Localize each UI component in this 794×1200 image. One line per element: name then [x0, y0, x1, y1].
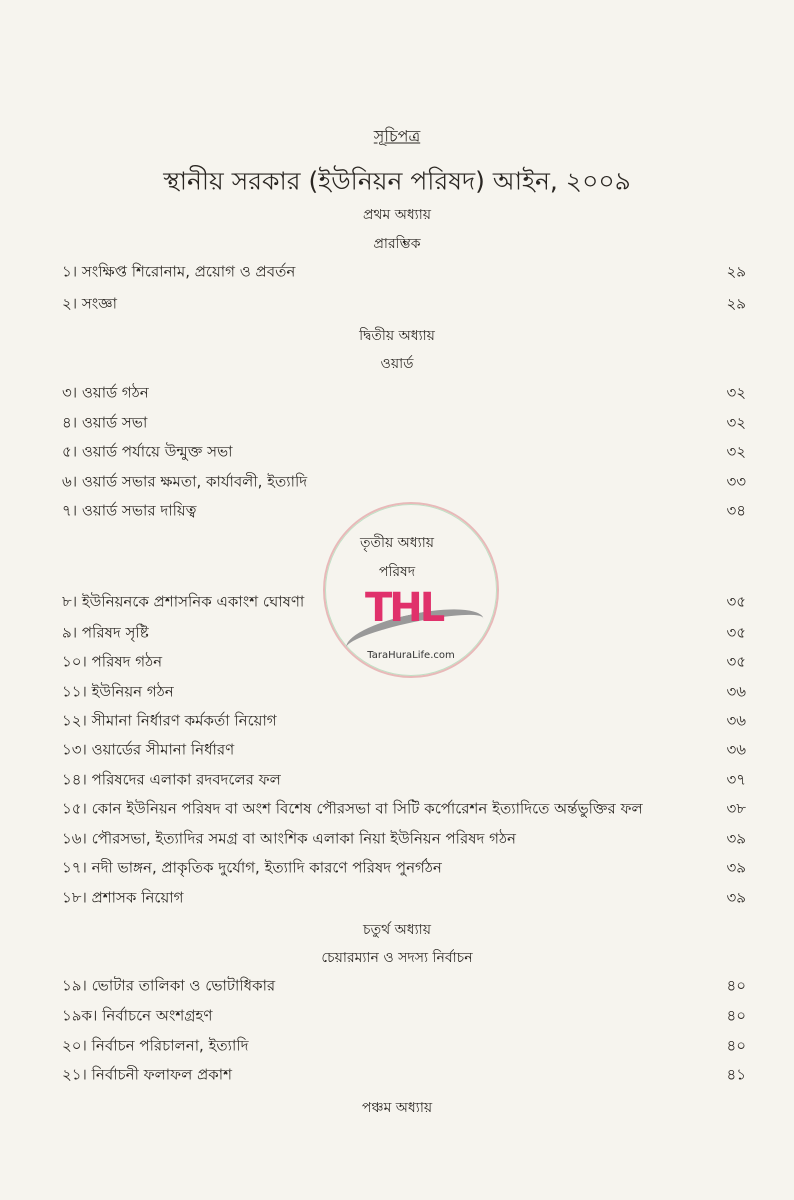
toc-entry-title: ১০। পরিষদ গঠন [62, 652, 163, 671]
toc-entry-page: ৩৬ [726, 682, 746, 701]
watermark-site: TaraHuraLife.com [367, 650, 455, 661]
toc-entry-page: ৩৫ [726, 652, 746, 671]
toc-entry [62, 798, 746, 823]
toc-entry-title: ৮। ইউনিয়নকে প্রশাসনিক একাংশ ঘোষণা [62, 592, 305, 611]
toc-entry [62, 1005, 746, 1030]
chapter-subtitle: পরিষদ [378, 564, 416, 580]
toc-entry-title: ৩। ওয়ার্ড গঠন [62, 383, 149, 402]
toc-entry-page: ৩৯ [726, 888, 746, 907]
toc-entry-page: ২৯ [726, 262, 746, 281]
watermark-logo: THL [365, 585, 443, 631]
toc-entry [62, 382, 746, 407]
toc-entry-title: ১৭। নদী ভাঙ্গন, প্রাকৃতিক দুর্যোগ, ইত্যাদি কারণে পরিষদ পুনর্গঠন [62, 858, 442, 877]
toc-entry [62, 591, 746, 616]
toc-entry-page: ৩৩ [726, 472, 746, 491]
toc-entry [62, 828, 746, 853]
toc-entry [62, 857, 746, 882]
toc-entry-title: ৫। ওয়ার্ড পর্যায়ে উন্মুক্ত সভা [62, 442, 233, 461]
document-title: স্থানীয় সরকার (ইউনিয়ন পরিষদ) আইন, ২০০৯ [163, 166, 631, 196]
toc-entry [62, 681, 746, 706]
toc-entry [62, 710, 746, 735]
toc-entry [62, 887, 746, 912]
chapter-heading: তৃতীয় অধ্যায় [359, 535, 435, 551]
toc-entry-title: ৪। ওয়ার্ড সভা [62, 413, 148, 432]
toc-entry [62, 261, 746, 286]
toc-entry-page: ৩৬ [726, 711, 746, 730]
chapter-heading: পঞ্চম অধ্যায় [361, 1100, 433, 1116]
toc-entry [62, 471, 746, 496]
toc-entry-title: ১৮। প্রশাসক নিয়োগ [62, 888, 184, 907]
toc-entry-page: ৩৬ [726, 740, 746, 759]
toc-entry-page: ৩২ [726, 413, 746, 432]
toc-entry [62, 441, 746, 466]
chapter-heading: চতুর্থ অধ্যায় [363, 922, 431, 938]
toc-entry-title: ২০। নির্বাচন পরিচালনা, ইত্যাদি [62, 1036, 249, 1055]
toc-entry-title: ৯। পরিষদ সৃষ্টি [62, 623, 149, 642]
chapter-heading: প্রথম অধ্যায় [362, 207, 432, 223]
toc-entry [62, 1035, 746, 1060]
toc-entry [62, 412, 746, 437]
toc-entry-page: ৪০ [726, 976, 746, 995]
toc-entry-title: ২। সংজ্ঞা [62, 294, 117, 313]
toc-entry [62, 1064, 746, 1089]
toc-entry-page: ৩২ [726, 383, 746, 402]
toc-entry-title: ১। সংক্ষিপ্ত শিরোনাম, প্রয়োগ ও প্রবর্তন [62, 262, 296, 281]
chapter-subtitle: প্রারম্ভিক [373, 236, 421, 252]
toc-entry-title: ১৯ক। নির্বাচনে অংশগ্রহণ [62, 1006, 213, 1025]
toc-entry-page: ৪০ [726, 1036, 746, 1055]
toc-entry-page: ৩৫ [726, 592, 746, 611]
toc-entry [62, 739, 746, 764]
toc-entry-title: ১৬। পৌরসভা, ইত্যাদির সমগ্র বা আংশিক এলাকা নিয়া ইউনিয়ন পরিষদ গঠন [62, 829, 516, 848]
toc-entry-title: ১৪। পরিষদের এলাকা রদবদলের ফল [62, 770, 281, 789]
toc-entry-title: ১১। ইউনিয়ন গঠন [62, 682, 174, 701]
toc-entry-title: ৭। ওয়ার্ড সভার দায়িত্ব [62, 501, 197, 520]
chapter-heading: দ্বিতীয় অধ্যায় [359, 328, 435, 344]
toc-entry-title: ১৩। ওয়ার্ডের সীমানা নির্ধারণ [62, 740, 235, 759]
toc-entry-title: ১২। সীমানা নির্ধারণ কর্মকর্তা নিয়োগ [62, 711, 277, 730]
toc-entry-page: ৩৪ [726, 501, 746, 520]
toc-entry-title: ১৯। ভোটার তালিকা ও ভোটাধিকার [62, 976, 276, 995]
toc-entry-page: ৩২ [726, 442, 746, 461]
toc-entry-page: ৩৮ [726, 799, 746, 818]
toc-entry [62, 500, 746, 525]
toc-heading: সূচিপত্র [373, 126, 421, 146]
toc-entry [62, 975, 746, 1000]
toc-entry-page: ৩৭ [726, 770, 746, 789]
toc-entry [62, 651, 746, 676]
toc-entry [62, 769, 746, 794]
toc-entry-page: ৩৯ [726, 858, 746, 877]
toc-entry-page: ৪০ [726, 1006, 746, 1025]
toc-entry-page: ৩৯ [726, 829, 746, 848]
toc-entry [62, 293, 746, 318]
toc-entry [62, 622, 746, 647]
toc-entry-page: ৩৫ [726, 623, 746, 642]
chapter-subtitle: ওয়ার্ড [380, 356, 414, 372]
toc-entry-title: ৬। ওয়ার্ড সভার ক্ষমতা, কার্যাবলী, ইত্যাদি [62, 472, 308, 491]
toc-entry-page: ৪১ [726, 1065, 746, 1084]
toc-entry-title: ২১। নির্বাচনী ফলাফল প্রকাশ [62, 1065, 232, 1084]
chapter-subtitle: চেয়ারম্যান ও সদস্য নির্বাচন [321, 950, 473, 966]
toc-entry-title: ১৫। কোন ইউনিয়ন পরিষদ বা অংশ বিশেষ পৌরসভা বা সিটি কর্পোরেশন ইত্যাদিতে অর্ন্তভুক্তির ফল [62, 799, 643, 818]
toc-entry-page: ২৯ [726, 294, 746, 313]
